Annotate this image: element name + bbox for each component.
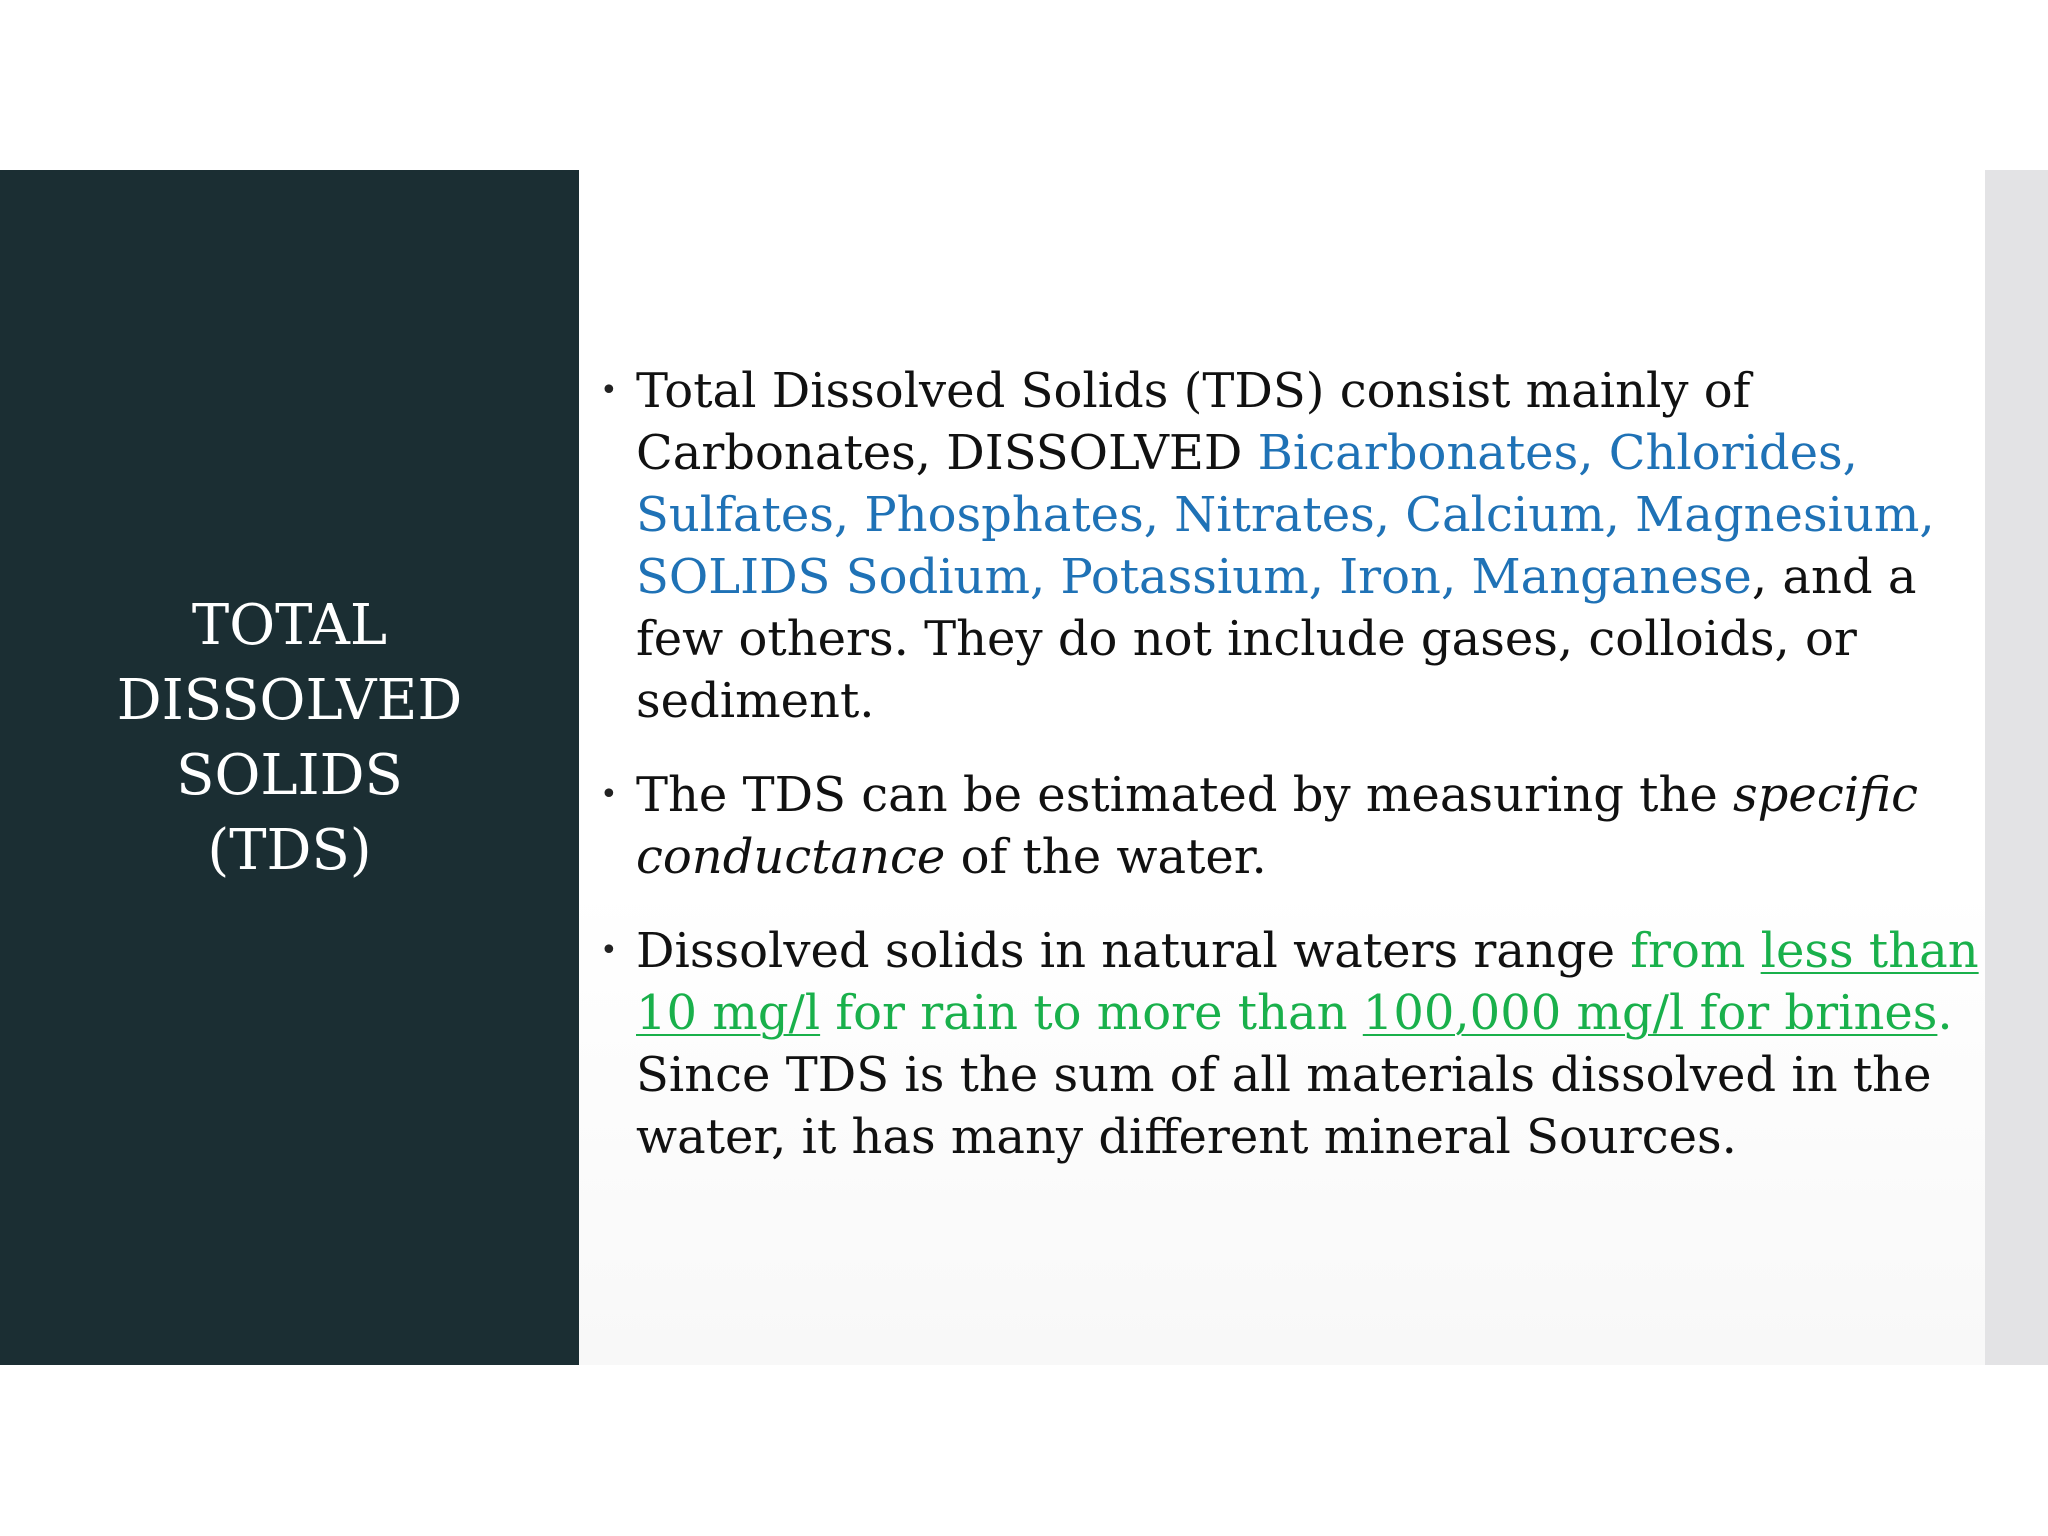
slide-title bbox=[40, 588, 540, 888]
title-line: DISSOLVED bbox=[116, 667, 463, 733]
italic-term: specific conductance bbox=[636, 767, 1918, 885]
bullet-text: The TDS can be estimated by measuring the bbox=[636, 767, 1734, 823]
bullet-text: of the water. bbox=[945, 829, 1267, 885]
highlighted-range-text: for rain to more than bbox=[820, 985, 1363, 1041]
bullet-item-natural-water-range bbox=[590, 920, 1980, 1168]
bullet-text: Dissolved solids in natural waters range bbox=[636, 923, 1631, 979]
bullet-text: Total Dissolved Solids (TDS) consist mainly of Carbonates, DISSOLVED bbox=[636, 363, 1751, 481]
bullet-list bbox=[590, 360, 1980, 1200]
title-panel bbox=[0, 170, 579, 1365]
bullet-dot-icon: • bbox=[600, 933, 618, 968]
bullet-dot-icon: • bbox=[600, 373, 618, 408]
bullet-item-specific-conductance bbox=[590, 764, 1980, 888]
bullet-dot-icon: • bbox=[600, 777, 618, 812]
bullet-text: , and a few others. They do not include gases, colloids, or sediment. bbox=[636, 549, 1917, 729]
underlined-range-value: 100,000 mg/l for brines bbox=[1362, 985, 1938, 1041]
highlighted-range-text: from bbox=[1630, 923, 1761, 979]
right-gray-strip bbox=[1985, 170, 2048, 1365]
bullet-text: Since TDS is the sum of all materials dissolved in the water, it has many different mineral Sources. bbox=[636, 1047, 1932, 1165]
underlined-range-value: less than 10 mg/l bbox=[636, 923, 1979, 1041]
highlighted-range-text: . bbox=[1937, 985, 1953, 1041]
title-line: (TDS) bbox=[207, 817, 372, 883]
title-line: TOTAL bbox=[191, 592, 388, 658]
bullet-item-tds-composition bbox=[590, 360, 1980, 732]
highlighted-minerals-text: Bicarbonates, Chlorides, Sulfates, Phosphates, Nitrates, Calcium, Magnesium, SOLIDS Sodium, Potassium, Iron, Manganese bbox=[636, 425, 1935, 605]
title-line: SOLIDS bbox=[176, 742, 403, 808]
